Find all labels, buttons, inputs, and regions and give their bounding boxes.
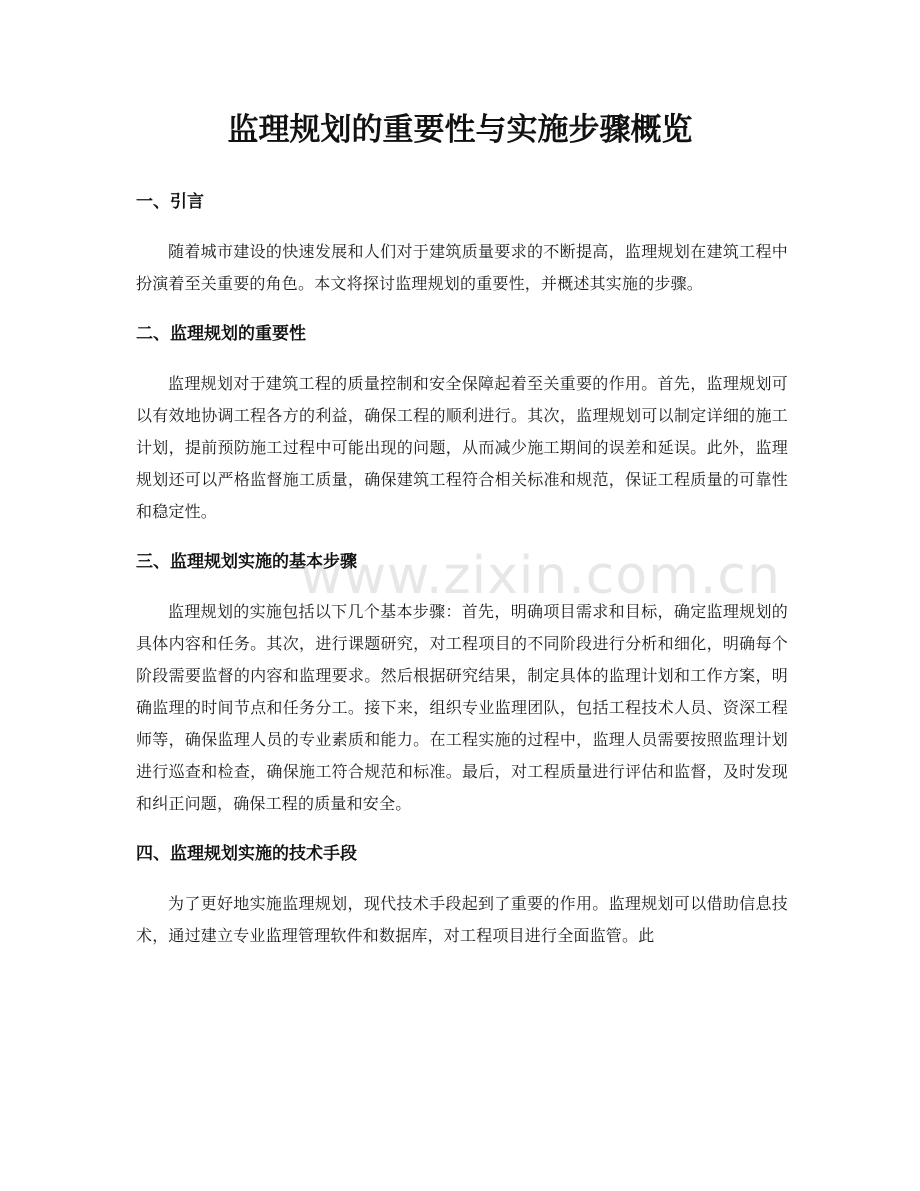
- paragraph-introduction: 随着城市建设的快速发展和人们对于建筑质量要求的不断提高，监理规划在建筑工程中扮演着至关重要的角色。本文将探讨监理规划的重要性，并概述其实施的步骤。: [136, 242, 788, 293]
- paragraph-technical-means: 为了更好地实施监理规划，现代技术手段起到了重要的作用。监理规划可以借助信息技术，通过建立专业监理管理软件和数据库，对工程项目进行全面监管。此: [136, 894, 788, 945]
- watermark-text: www.zixin.com.cn: [300, 546, 781, 606]
- paragraph-importance: 监理规划对于建筑工程的质量控制和安全保障起着至关重要的作用。首先，监理规划可以有效地协调工程各方的利益，确保工程的顺利进行。其次，监理规划可以制定详细的施工计划，提前预防施工过程中可能出现的问题，从而减少施工期间的误差和延误。此外，监理规划还可以严格监督施工质量，确保建筑工程符合相关标准和规范，保证工程质量的可靠性和稳定性。: [136, 374, 788, 521]
- section-heading-technical-means: 四、监理规划实施的技术手段: [136, 844, 357, 864]
- page-title: 监理规划的重要性与实施步骤概览: [227, 112, 693, 148]
- document-body: [136, 186, 788, 970]
- section-heading-basic-steps: 三、监理规划实施的基本步骤: [136, 552, 357, 572]
- paragraph-basic-steps: 监理规划的实施包括以下几个基本步骤：首先，明确项目需求和目标，确定监理规划的具体内容和任务。其次，进行课题研究，对工程项目的不同阶段进行分析和细化，明确每个阶段需要监督的内容和监理要求。然后根据研究结果，制定具体的监理计划和工作方案，明确监理的时间节点和任务分工。接下来，组织专业监理团队，包括工程技术人员、资深工程师等，确保监理人员的专业素质和能力。在工程实施的过程中，监理人员需要按照监理计划进行巡查和检查，确保施工符合规范和标准。最后，对工程质量进行评估和监督，及时发现和纠正问题，确保工程的质量和安全。: [136, 602, 788, 813]
- section-heading-introduction: 一、引言: [136, 192, 204, 212]
- section-heading-importance: 二、监理规划的重要性: [136, 324, 306, 344]
